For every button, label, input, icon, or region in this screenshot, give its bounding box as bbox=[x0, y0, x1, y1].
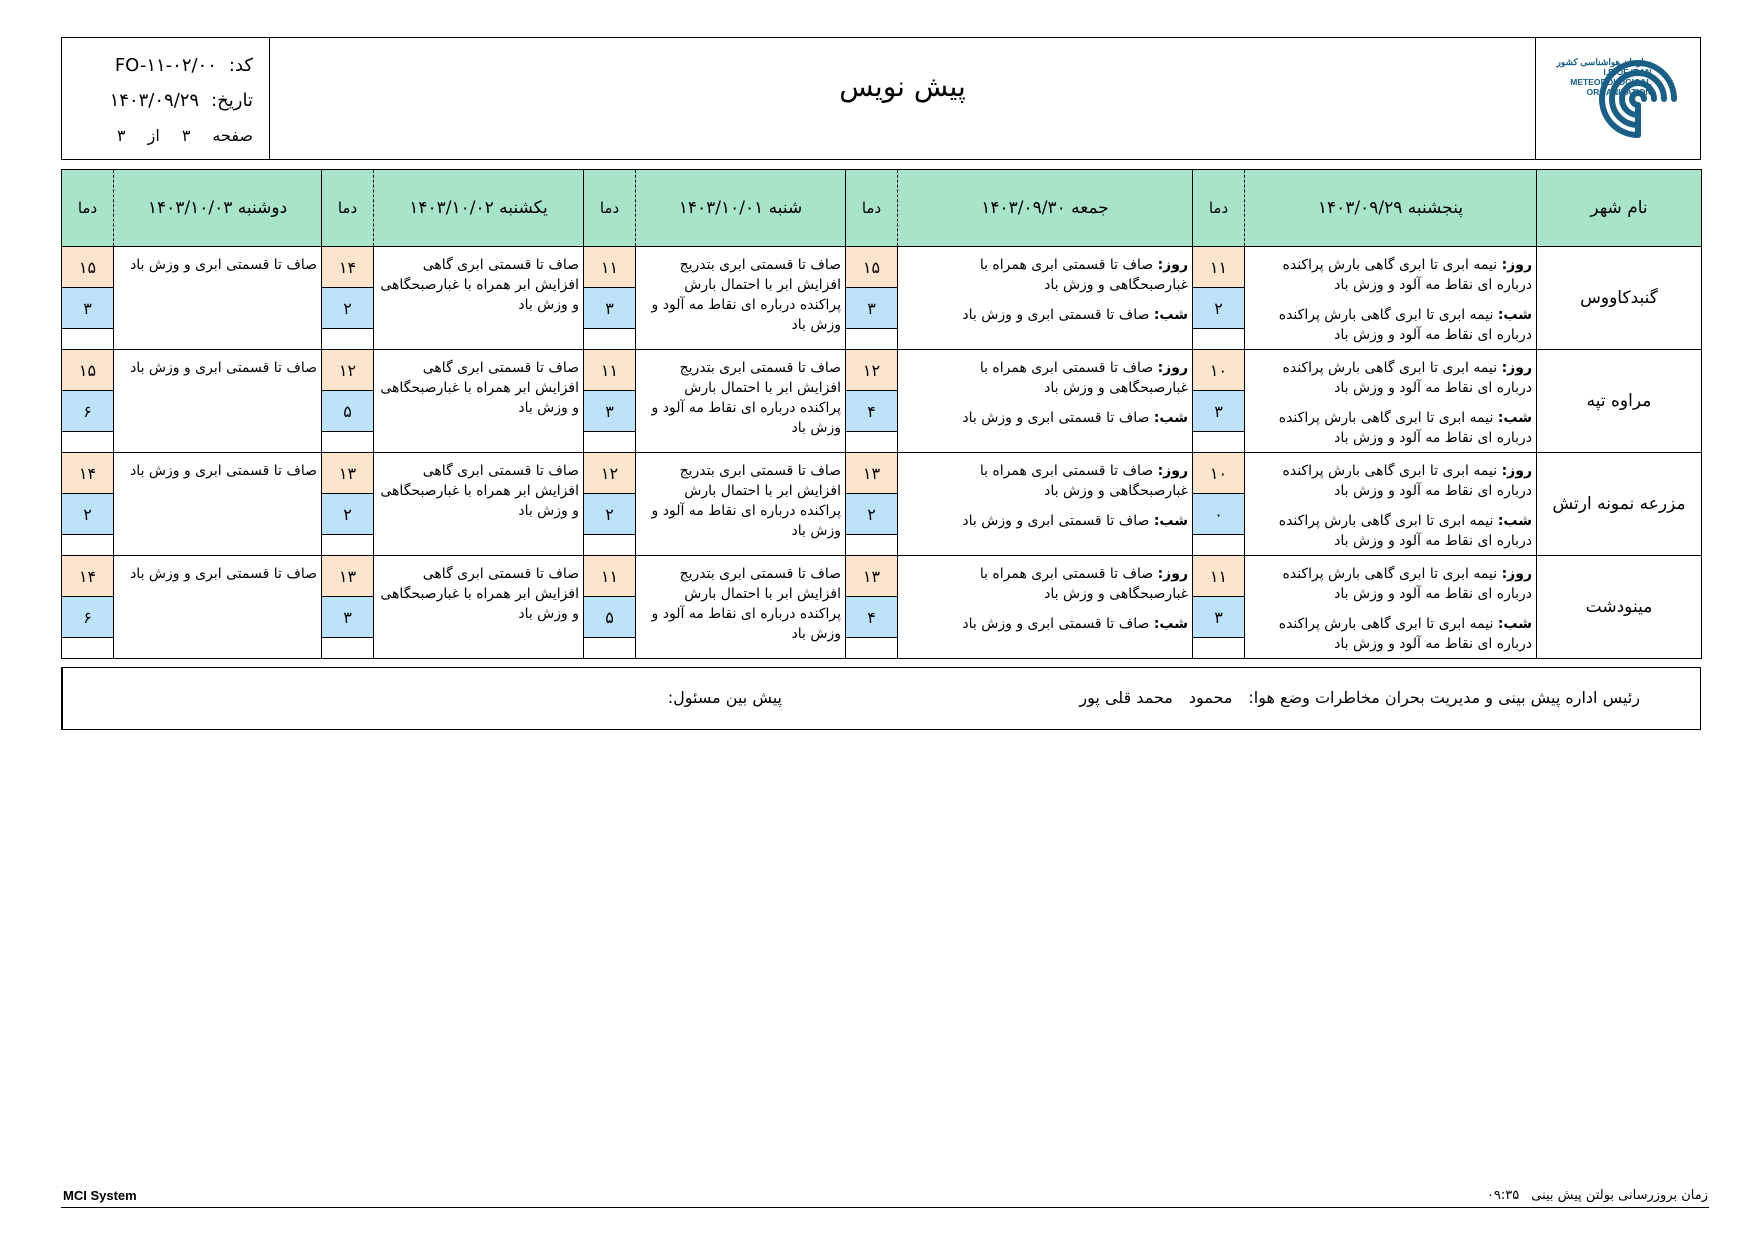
code-value: FO-۱۱-۰۲/۰۰ bbox=[114, 55, 217, 76]
day-column-header: یکشنبه ۱۴۰۳/۱۰/۰۲ bbox=[374, 170, 584, 247]
logo-text-en1: I.R.OF IRAN bbox=[1603, 66, 1652, 77]
temp-column-header: دما bbox=[1193, 170, 1245, 247]
forecast-text: صاف تا قسمتی ابری گاهی افزایش ابر همراه با غبارصبحگاهی و وزش باد bbox=[374, 350, 584, 453]
max-temp: ۱۳ bbox=[846, 556, 897, 597]
page-of: از bbox=[147, 126, 160, 145]
min-temp: ۲ bbox=[584, 494, 635, 535]
page-row bbox=[62, 118, 253, 153]
temp-cell bbox=[846, 350, 898, 453]
min-temp: ۵ bbox=[584, 597, 635, 638]
max-temp: ۱۲ bbox=[846, 350, 897, 391]
min-temp: ۰ bbox=[1193, 494, 1244, 535]
temp-column-header: دما bbox=[62, 170, 114, 247]
temp-cell bbox=[1193, 247, 1245, 350]
forecast-text: روز: صاف تا قسمتی ابری همراه با غبارصبحگاهی و وزش باد شب: صاف تا قسمتی ابری و وزش باد bbox=[898, 556, 1193, 659]
day-column-header: جمعه ۱۴۰۳/۰۹/۳۰ bbox=[898, 170, 1193, 247]
max-temp: ۱۲ bbox=[322, 350, 373, 391]
min-temp: ۲ bbox=[322, 494, 373, 535]
footer-divider bbox=[61, 1207, 1709, 1208]
min-temp: ۴ bbox=[846, 391, 897, 432]
min-temp: ۲ bbox=[322, 288, 373, 329]
forecast-text: روز: صاف تا قسمتی ابری همراه با غبارصبحگاهی و وزش باد شب: صاف تا قسمتی ابری و وزش باد bbox=[898, 247, 1193, 350]
min-temp: ۳ bbox=[62, 288, 113, 329]
city-column-header: نام شهر bbox=[1537, 170, 1702, 247]
min-temp: ۲ bbox=[846, 494, 897, 535]
table-row bbox=[62, 453, 1702, 556]
system-name: MCI System bbox=[63, 1188, 137, 1203]
forecast-table bbox=[61, 169, 1702, 659]
temp-cell bbox=[62, 350, 114, 453]
max-temp: ۱۳ bbox=[322, 453, 373, 494]
min-temp: ۵ bbox=[322, 391, 373, 432]
update-label: زمان بروزرسانی بولتن پیش بینی bbox=[1531, 1188, 1708, 1203]
min-temp: ۳ bbox=[584, 288, 635, 329]
city-name: مینودشت bbox=[1537, 556, 1702, 659]
day-column-header: دوشنبه ۱۴۰۳/۱۰/۰۳ bbox=[114, 170, 322, 247]
temp-cell bbox=[62, 556, 114, 659]
temp-cell bbox=[846, 247, 898, 350]
forecast-text: روز: نیمه ابری تا ابری گاهی بارش پراکنده درباره ای نقاط مه آلود و وزش باد شب: نیمه ابری تا ابری گاهی بارش پراکنده درباره ای نقاط مه آلود و وزش باد bbox=[1245, 247, 1537, 350]
forecast-text: روز: صاف تا قسمتی ابری همراه با غبارصبحگاهی و وزش باد شب: صاف تا قسمتی ابری و وزش باد bbox=[898, 453, 1193, 556]
signature-box bbox=[61, 667, 1701, 730]
chief-first-name: محمود bbox=[1188, 688, 1233, 707]
min-temp: ۲ bbox=[1193, 288, 1244, 329]
temp-column-header: دما bbox=[584, 170, 636, 247]
min-temp: ۳ bbox=[846, 288, 897, 329]
max-temp: ۱۰ bbox=[1193, 453, 1244, 494]
temp-cell bbox=[584, 556, 636, 659]
city-name: گنبدکاووس bbox=[1537, 247, 1702, 350]
code-row bbox=[62, 48, 253, 83]
update-time-info bbox=[1487, 1188, 1708, 1203]
page-title: پیش نویس bbox=[839, 70, 966, 103]
date-label: تاریخ: bbox=[211, 90, 253, 111]
title-cell bbox=[269, 38, 1535, 159]
temp-cell bbox=[322, 453, 374, 556]
update-time: ۰۹:۳۵ bbox=[1486, 1188, 1520, 1203]
day-column-header: شنبه ۱۴۰۳/۱۰/۰۱ bbox=[636, 170, 846, 247]
temp-cell bbox=[62, 453, 114, 556]
min-temp: ۳ bbox=[322, 597, 373, 638]
min-temp: ۲ bbox=[62, 494, 113, 535]
forecast-text: صاف تا قسمتی ابری بتدریج افزایش ابر با احتمال بارش پراکنده درباره ای نقاط مه آلود و وزش باد bbox=[636, 350, 846, 453]
logo-text-en3: ORGANIZATION bbox=[1586, 86, 1652, 97]
min-temp: ۶ bbox=[62, 391, 113, 432]
organization-logo bbox=[1556, 57, 1679, 141]
forecast-text: صاف تا قسمتی ابری و وزش باد bbox=[114, 350, 322, 453]
min-temp: ۴ bbox=[846, 597, 897, 638]
max-temp: ۱۲ bbox=[584, 453, 635, 494]
temp-cell bbox=[322, 556, 374, 659]
page-label: صفحه bbox=[212, 126, 253, 145]
max-temp: ۱۴ bbox=[322, 247, 373, 288]
temp-cell bbox=[584, 350, 636, 453]
min-temp: ۶ bbox=[62, 597, 113, 638]
document-header bbox=[61, 37, 1701, 160]
forecast-text: صاف تا قسمتی ابری گاهی افزایش ابر همراه با غبارصبحگاهی و وزش باد bbox=[374, 556, 584, 659]
max-temp: ۱۴ bbox=[62, 556, 113, 597]
chief-last-name: محمد قلی پور bbox=[1079, 688, 1173, 707]
code-label: کد: bbox=[228, 55, 253, 76]
temp-column-header: دما bbox=[846, 170, 898, 247]
forecast-text: روز: نیمه ابری تا ابری گاهی بارش پراکنده درباره ای نقاط مه آلود و وزش باد شب: نیمه ابری تا ابری گاهی بارش پراکنده درباره ای نقاط مه آلود و وزش باد bbox=[1245, 453, 1537, 556]
temp-cell bbox=[846, 556, 898, 659]
max-temp: ۱۵ bbox=[846, 247, 897, 288]
forecast-text: صاف تا قسمتی ابری و وزش باد bbox=[114, 556, 322, 659]
forecast-text: روز: نیمه ابری تا ابری گاهی بارش پراکنده درباره ای نقاط مه آلود و وزش باد شب: نیمه ابری تا ابری گاهی بارش پراکنده درباره ای نقاط مه آلود و وزش باد bbox=[1245, 350, 1537, 453]
temp-column-header: دما bbox=[322, 170, 374, 247]
logo-text-fa: سازمان هواشناسی کشور bbox=[1556, 56, 1652, 67]
forecast-text: صاف تا قسمتی ابری بتدریج افزایش ابر با احتمال بارش پراکنده درباره ای نقاط مه آلود و وزش باد bbox=[636, 247, 846, 350]
logo-text bbox=[1556, 57, 1651, 97]
forecast-text: صاف تا قسمتی ابری گاهی افزایش ابر همراه با غبارصبحگاهی و وزش باد bbox=[374, 453, 584, 556]
logo-cell bbox=[1535, 38, 1700, 159]
max-temp: ۱۵ bbox=[62, 247, 113, 288]
max-temp: ۱۱ bbox=[1193, 556, 1244, 597]
document-meta bbox=[62, 38, 269, 159]
table-header-row bbox=[62, 170, 1702, 247]
temp-cell bbox=[1193, 350, 1245, 453]
forecast-text: روز: صاف تا قسمتی ابری همراه با غبارصبحگاهی و وزش باد شب: صاف تا قسمتی ابری و وزش باد bbox=[898, 350, 1193, 453]
forecast-text: صاف تا قسمتی ابری بتدریج افزایش ابر با احتمال بارش پراکنده درباره ای نقاط مه آلود و وزش باد bbox=[636, 453, 846, 556]
forecast-text: صاف تا قسمتی ابری و وزش باد bbox=[114, 453, 322, 556]
max-temp: ۱۱ bbox=[584, 556, 635, 597]
temp-cell bbox=[584, 247, 636, 350]
temp-cell bbox=[62, 247, 114, 350]
date-row bbox=[62, 83, 253, 118]
forecast-text: صاف تا قسمتی ابری گاهی افزایش ابر همراه با غبارصبحگاهی و وزش باد bbox=[374, 247, 584, 350]
max-temp: ۱۱ bbox=[584, 247, 635, 288]
department-chief bbox=[922, 668, 1700, 729]
table-row bbox=[62, 556, 1702, 659]
table-row bbox=[62, 247, 1702, 350]
forecast-text: روز: نیمه ابری تا ابری گاهی بارش پراکنده درباره ای نقاط مه آلود و وزش باد شب: نیمه ابری تا ابری گاهی بارش پراکنده درباره ای نقاط مه آلود و وزش باد bbox=[1245, 556, 1537, 659]
temp-cell bbox=[1193, 556, 1245, 659]
max-temp: ۱۵ bbox=[62, 350, 113, 391]
page-total: ۳ bbox=[117, 126, 126, 145]
chief-label: رئیس اداره پیش بینی و مدیریت بحران مخاطرات وضع هوا: bbox=[1248, 688, 1640, 707]
forecast-text: صاف تا قسمتی ابری بتدریج افزایش ابر با احتمال بارش پراکنده درباره ای نقاط مه آلود و وزش باد bbox=[636, 556, 846, 659]
responsible-forecaster: پیش بین مسئول: bbox=[62, 668, 922, 729]
city-name: مراوه تپه bbox=[1537, 350, 1702, 453]
max-temp: ۱۰ bbox=[1193, 350, 1244, 391]
temp-cell bbox=[322, 247, 374, 350]
temp-cell bbox=[1193, 453, 1245, 556]
max-temp: ۱۱ bbox=[1193, 247, 1244, 288]
forecast-text: صاف تا قسمتی ابری و وزش باد bbox=[114, 247, 322, 350]
min-temp: ۳ bbox=[1193, 391, 1244, 432]
min-temp: ۳ bbox=[1193, 597, 1244, 638]
temp-cell bbox=[584, 453, 636, 556]
temp-cell bbox=[846, 453, 898, 556]
max-temp: ۱۴ bbox=[62, 453, 113, 494]
date-value: ۱۴۰۳/۰۹/۲۹ bbox=[109, 90, 200, 111]
page-current: ۳ bbox=[181, 126, 191, 145]
max-temp: ۱۳ bbox=[322, 556, 373, 597]
temp-cell bbox=[322, 350, 374, 453]
city-name: مزرعه نمونه ارتش bbox=[1537, 453, 1702, 556]
table-row bbox=[62, 350, 1702, 453]
max-temp: ۱۱ bbox=[584, 350, 635, 391]
logo-text-en2: METEOROLOGICAL bbox=[1570, 76, 1652, 87]
max-temp: ۱۳ bbox=[846, 453, 897, 494]
min-temp: ۳ bbox=[584, 391, 635, 432]
day-column-header: پنجشنبه ۱۴۰۳/۰۹/۲۹ bbox=[1245, 170, 1537, 247]
